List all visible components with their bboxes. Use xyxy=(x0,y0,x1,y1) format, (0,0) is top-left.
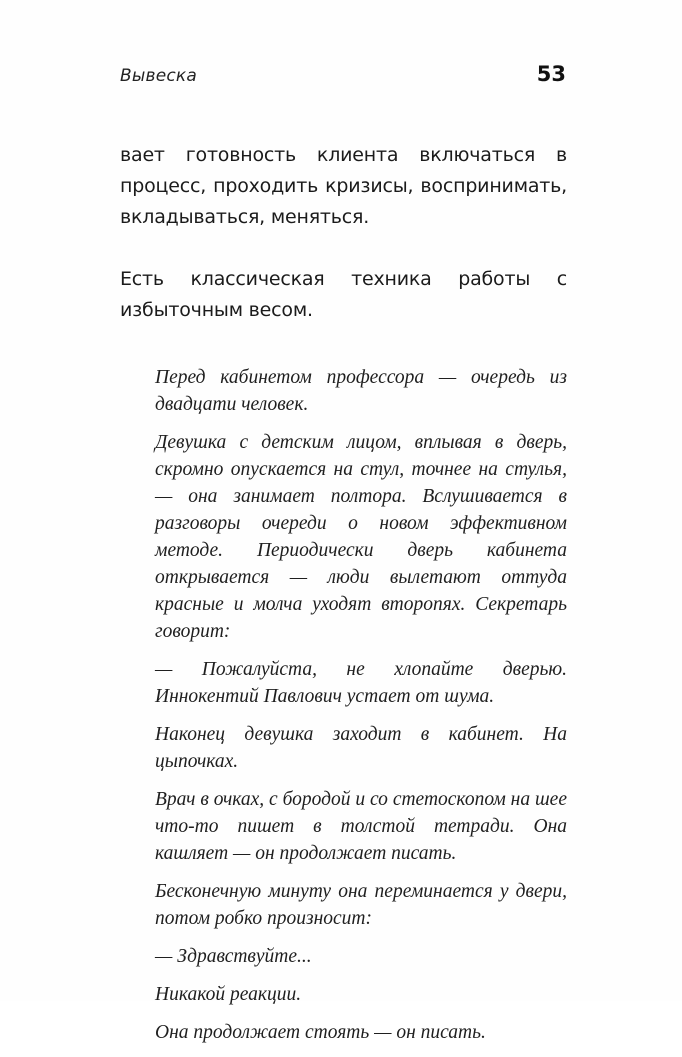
story-paragraph: Девушка с детским лицом, вплывая в дверь, скромно опускается на стул, точнее на стулья, — она занимает полтора. Вслушивается в разговоры очереди о новом эффективном методе. Периодически дверь кабинета открывается — люди вылетают оттуда красные и молча уходят второпях. Секретарь говорит: xyxy=(155,432,567,642)
story-paragraph: Перед кабинетом профессора — очередь из двадцати человек. xyxy=(155,367,567,415)
running-header xyxy=(120,62,566,86)
story-section xyxy=(155,364,567,1046)
running-title: Вывеска xyxy=(120,66,197,86)
story-paragraph: Она продолжает стоять — он писать. xyxy=(155,1022,486,1043)
story-paragraph: Врач в очках, с бородой и со стетоскопом на шее что-то пишет в толстой тетради. Она кашляет — он продолжает писать. xyxy=(155,789,567,864)
story-paragraph: Бесконечную минуту она переминается у двери, потом робко произносит: xyxy=(155,881,567,929)
story-paragraph: Наконец девушка заходит в кабинет. На цыпочках. xyxy=(155,724,567,772)
intro-section xyxy=(120,140,567,326)
story-paragraph: Никакой реакции. xyxy=(155,984,302,1005)
body-text xyxy=(120,140,567,1057)
page-number: 53 xyxy=(536,62,566,86)
intro-paragraph: вает готовность клиента включаться в процесс, проходить кризисы, воспринимать, вкладываться, меняться. xyxy=(120,144,567,228)
intro-paragraph: Есть классическая техника работы с избыточным весом. xyxy=(120,268,567,321)
story-paragraph: — Здравствуйте... xyxy=(155,946,312,967)
story-paragraph: — Пожалуйста, не хлопайте дверью. Иннокентий Павлович устает от шума. xyxy=(155,659,567,707)
